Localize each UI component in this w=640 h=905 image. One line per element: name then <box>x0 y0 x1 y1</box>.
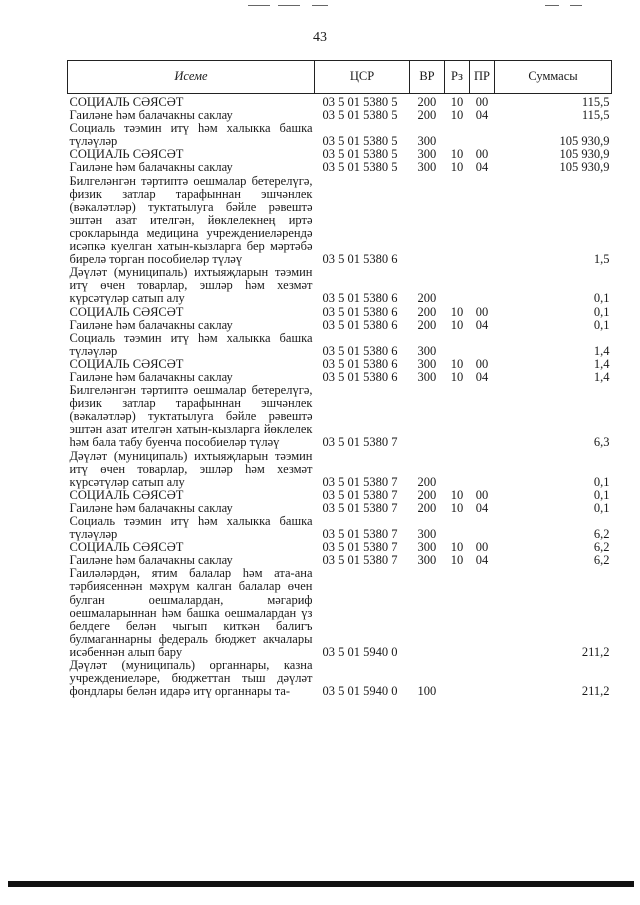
row-pr-code: 00 <box>475 540 489 555</box>
row-vr-code: 300 <box>417 356 437 371</box>
row-rz-code <box>445 175 470 267</box>
row-pr-code <box>470 175 495 267</box>
row-name: Гаиләне һәм балачакны саклау <box>69 108 233 123</box>
row-name: Социаль тәэмин итү һәм халыкка башка түләүләр <box>69 121 313 149</box>
row-name: Гаиләне һәм балачакны саклау <box>69 500 233 515</box>
row-rz-code: 10 <box>450 369 464 384</box>
row-csr-code: 03 5 01 5380 6 <box>322 317 398 332</box>
header-rz: Рз <box>445 61 470 94</box>
row-rz-code: 10 <box>450 553 464 568</box>
table-row <box>68 266 612 305</box>
row-csr-code: 03 5 01 5940 0 <box>322 644 398 659</box>
row-pr-code <box>470 384 495 449</box>
row-name: СОЦИАЛЬ СӘЯСӘТ <box>69 147 184 162</box>
row-name: Гаиләне һәм балачакны саклау <box>69 160 233 175</box>
budget-table <box>67 60 612 698</box>
table-row <box>68 384 612 449</box>
header-name: Исеме <box>68 61 315 94</box>
row-csr-code: 03 5 01 5380 6 <box>322 291 398 306</box>
row-amount: 0,1 <box>593 291 610 306</box>
table-row <box>68 659 612 698</box>
row-name: Социаль тәэмин итү һәм халыкка башка түләүләр <box>69 514 313 542</box>
scan-artifact <box>278 5 300 6</box>
row-csr-code: 03 5 01 5380 5 <box>322 134 398 149</box>
row-csr-code: 03 5 01 5380 6 <box>322 356 398 371</box>
row-csr-code: 03 5 01 5380 5 <box>322 147 398 162</box>
row-pr-code: 00 <box>475 487 489 502</box>
table-row <box>68 450 612 489</box>
row-pr-code: 04 <box>475 553 489 568</box>
row-name: СОЦИАЛЬ СӘЯСӘТ <box>69 356 184 371</box>
row-pr-code <box>470 266 495 305</box>
row-amount: 211,2 <box>581 644 610 659</box>
row-vr-code: 200 <box>417 95 437 109</box>
row-vr-code: 300 <box>417 134 437 149</box>
scan-artifact <box>248 5 270 6</box>
table-row <box>68 358 612 371</box>
page-number: 43 <box>313 30 327 45</box>
row-csr-code: 03 5 01 5380 6 <box>322 252 398 267</box>
row-csr-code: 03 5 01 5380 6 <box>322 343 398 358</box>
row-amount: 105 930,9 <box>559 147 610 162</box>
row-pr-code <box>470 450 495 489</box>
row-name: Дәүләт (муниципаль) органнары, казна учреждениеләре, бюджеттан тыш дәүләт фондлары белән идарә итү органнары та- <box>69 658 313 699</box>
header-csr: ЦСР <box>315 61 410 94</box>
row-csr-code: 03 5 01 5380 6 <box>322 304 398 319</box>
table-row <box>68 319 612 332</box>
row-csr-code: 03 5 01 5940 0 <box>322 684 398 699</box>
row-rz-code: 10 <box>450 356 464 371</box>
row-amount: 0,1 <box>593 500 610 515</box>
row-csr-code: 03 5 01 5380 7 <box>322 474 398 489</box>
table-row <box>68 175 612 267</box>
row-name: СОЦИАЛЬ СӘЯСӘТ <box>69 95 184 109</box>
row-rz-code <box>445 384 470 449</box>
row-amount: 1,5 <box>593 252 610 267</box>
table-row <box>68 332 612 358</box>
row-name: Билгеләнгән тәртиптә оешмалар бетерелүгә, физик затлар тарафыннан эшчәнлек (вәкаләтләр) туктатылуга бәйле рәвештә эштән азат ителгән хатын-кызларга йөклелек һәм бала табу буенча пособиеләр түләү <box>69 383 313 450</box>
row-rz-code: 10 <box>450 304 464 319</box>
row-rz-code <box>445 567 470 659</box>
row-name: СОЦИАЛЬ СӘЯСӘТ <box>69 304 184 319</box>
row-amount: 0,1 <box>593 304 610 319</box>
row-amount: 6,2 <box>593 527 610 542</box>
row-rz-code: 10 <box>450 500 464 515</box>
table-body <box>68 94 612 699</box>
row-vr-code: 300 <box>417 160 437 175</box>
row-pr-code: 00 <box>475 95 489 109</box>
row-pr-code: 00 <box>475 147 489 162</box>
row-rz-code: 10 <box>450 147 464 162</box>
row-rz-code <box>445 515 470 541</box>
row-name: Гаиләне һәм балачакны саклау <box>69 317 233 332</box>
header-sum: Суммасы <box>495 61 612 94</box>
row-vr-code: 200 <box>417 487 437 502</box>
row-name: Социаль тәэмин итү һәм халыкка башка түләүләр <box>69 330 313 358</box>
row-rz-code: 10 <box>450 95 464 109</box>
row-amount: 1,4 <box>593 343 610 358</box>
table-row <box>68 94 612 110</box>
row-vr-code: 200 <box>417 317 437 332</box>
row-csr-code: 03 5 01 5380 6 <box>322 369 398 384</box>
row-name: Дәүләт (муниципаль) ихтыяҗларын тәэмин итү өчен товарлар, эшләр һәм хезмәт күрсәтүләр сатып алу <box>69 448 313 489</box>
row-vr-code <box>410 567 445 659</box>
table-row <box>68 122 612 148</box>
row-vr-code: 300 <box>417 540 437 555</box>
row-vr-code <box>410 384 445 449</box>
row-amount: 6,2 <box>593 540 610 555</box>
row-vr-code: 300 <box>417 527 437 542</box>
scan-artifact <box>312 5 328 6</box>
row-pr-code: 00 <box>475 304 489 319</box>
header-vr: ВР <box>410 61 445 94</box>
row-vr-code: 100 <box>417 684 437 699</box>
row-pr-code: 04 <box>475 500 489 515</box>
row-amount: 115,5 <box>581 108 610 123</box>
row-name: Гаиләне һәм балачакны саклау <box>69 369 233 384</box>
row-csr-code: 03 5 01 5380 7 <box>322 487 398 502</box>
row-vr-code: 200 <box>417 474 437 489</box>
row-csr-code: 03 5 01 5380 7 <box>322 500 398 515</box>
row-pr-code: 00 <box>475 356 489 371</box>
row-vr-code: 300 <box>417 369 437 384</box>
table-row <box>68 489 612 502</box>
row-rz-code <box>445 659 470 698</box>
row-csr-code: 03 5 01 5380 7 <box>322 435 398 450</box>
row-vr-code: 200 <box>417 500 437 515</box>
row-csr-code: 03 5 01 5380 5 <box>322 160 398 175</box>
table-row <box>68 161 612 174</box>
row-rz-code: 10 <box>450 317 464 332</box>
row-csr-code: 03 5 01 5380 7 <box>322 527 398 542</box>
scan-artifact <box>570 5 582 6</box>
scan-bottom-border <box>8 881 634 887</box>
row-amount: 0,1 <box>593 474 610 489</box>
row-vr-code: 300 <box>417 553 437 568</box>
row-rz-code: 10 <box>450 108 464 123</box>
row-vr-code: 200 <box>417 304 437 319</box>
row-pr-code: 04 <box>475 108 489 123</box>
table-header <box>68 61 612 94</box>
row-csr-code: 03 5 01 5380 7 <box>322 553 398 568</box>
row-pr-code: 04 <box>475 317 489 332</box>
row-name: Гаиләне һәм балачакны саклау <box>69 553 233 568</box>
row-amount: 105 930,9 <box>559 160 610 175</box>
row-name: Дәүләт (муниципаль) ихтыяҗларын тәэмин итү өчен товарлар, эшләр һәм хезмәт күрсәтүләр сатып алу <box>69 265 313 306</box>
row-amount: 211,2 <box>581 684 610 699</box>
row-pr-code <box>470 567 495 659</box>
row-name: Гаиләләрдән, ятим балалар һәм ата-ана тәрбиясеннән мәхрүм калган балалар өчен булган оешмалардан, мәгариф оешмаларыннан һәм башка оешмалардан үз белдеге белән чыгып киткән балигъ булмаганнарны федераль бюджет акчалары исәбеннән алып бару <box>69 566 313 659</box>
row-rz-code <box>445 122 470 148</box>
header-pr: ПР <box>470 61 495 94</box>
row-csr-code: 03 5 01 5380 5 <box>322 95 398 109</box>
row-amount: 1,4 <box>593 369 610 384</box>
row-name: СОЦИАЛЬ СӘЯСӘТ <box>69 487 184 502</box>
row-amount: 115,5 <box>581 95 610 109</box>
row-vr-code: 300 <box>417 343 437 358</box>
row-pr-code <box>470 515 495 541</box>
row-pr-code <box>470 659 495 698</box>
row-vr-code <box>410 175 445 267</box>
row-vr-code: 300 <box>417 147 437 162</box>
row-amount: 0,1 <box>593 317 610 332</box>
row-rz-code <box>445 266 470 305</box>
row-rz-code: 10 <box>450 160 464 175</box>
row-pr-code: 04 <box>475 369 489 384</box>
scan-artifact <box>545 5 559 6</box>
row-rz-code: 10 <box>450 487 464 502</box>
row-amount: 0,1 <box>593 487 610 502</box>
row-rz-code <box>445 332 470 358</box>
row-csr-code: 03 5 01 5380 7 <box>322 540 398 555</box>
row-pr-code: 04 <box>475 160 489 175</box>
row-amount: 6,3 <box>593 435 610 450</box>
row-csr-code: 03 5 01 5380 5 <box>322 108 398 123</box>
table-row <box>68 306 612 319</box>
row-name: Билгеләнгән тәртиптә оешмалар бетерелүгә, физик затлар тарафыннан эшчәнлек (вәкаләтләр) туктатылуга бәйле рәвештә эштән азат ителгән, йөклелекнең иртә срокларында медицина учреждениеләрендә исәпкә куелган хатын-кызларга бер мәртәбә бирелә торган пособиеләр түләү <box>69 173 313 267</box>
row-vr-code: 200 <box>417 108 437 123</box>
row-pr-code <box>470 332 495 358</box>
row-amount: 105 930,9 <box>559 134 610 149</box>
row-rz-code: 10 <box>450 540 464 555</box>
row-amount: 6,2 <box>593 553 610 568</box>
row-amount: 1,4 <box>593 356 610 371</box>
row-pr-code <box>470 122 495 148</box>
row-vr-code: 200 <box>417 291 437 306</box>
row-name: СОЦИАЛЬ СӘЯСӘТ <box>69 540 184 555</box>
row-rz-code <box>445 450 470 489</box>
table-row <box>68 515 612 541</box>
table-row <box>68 567 612 659</box>
